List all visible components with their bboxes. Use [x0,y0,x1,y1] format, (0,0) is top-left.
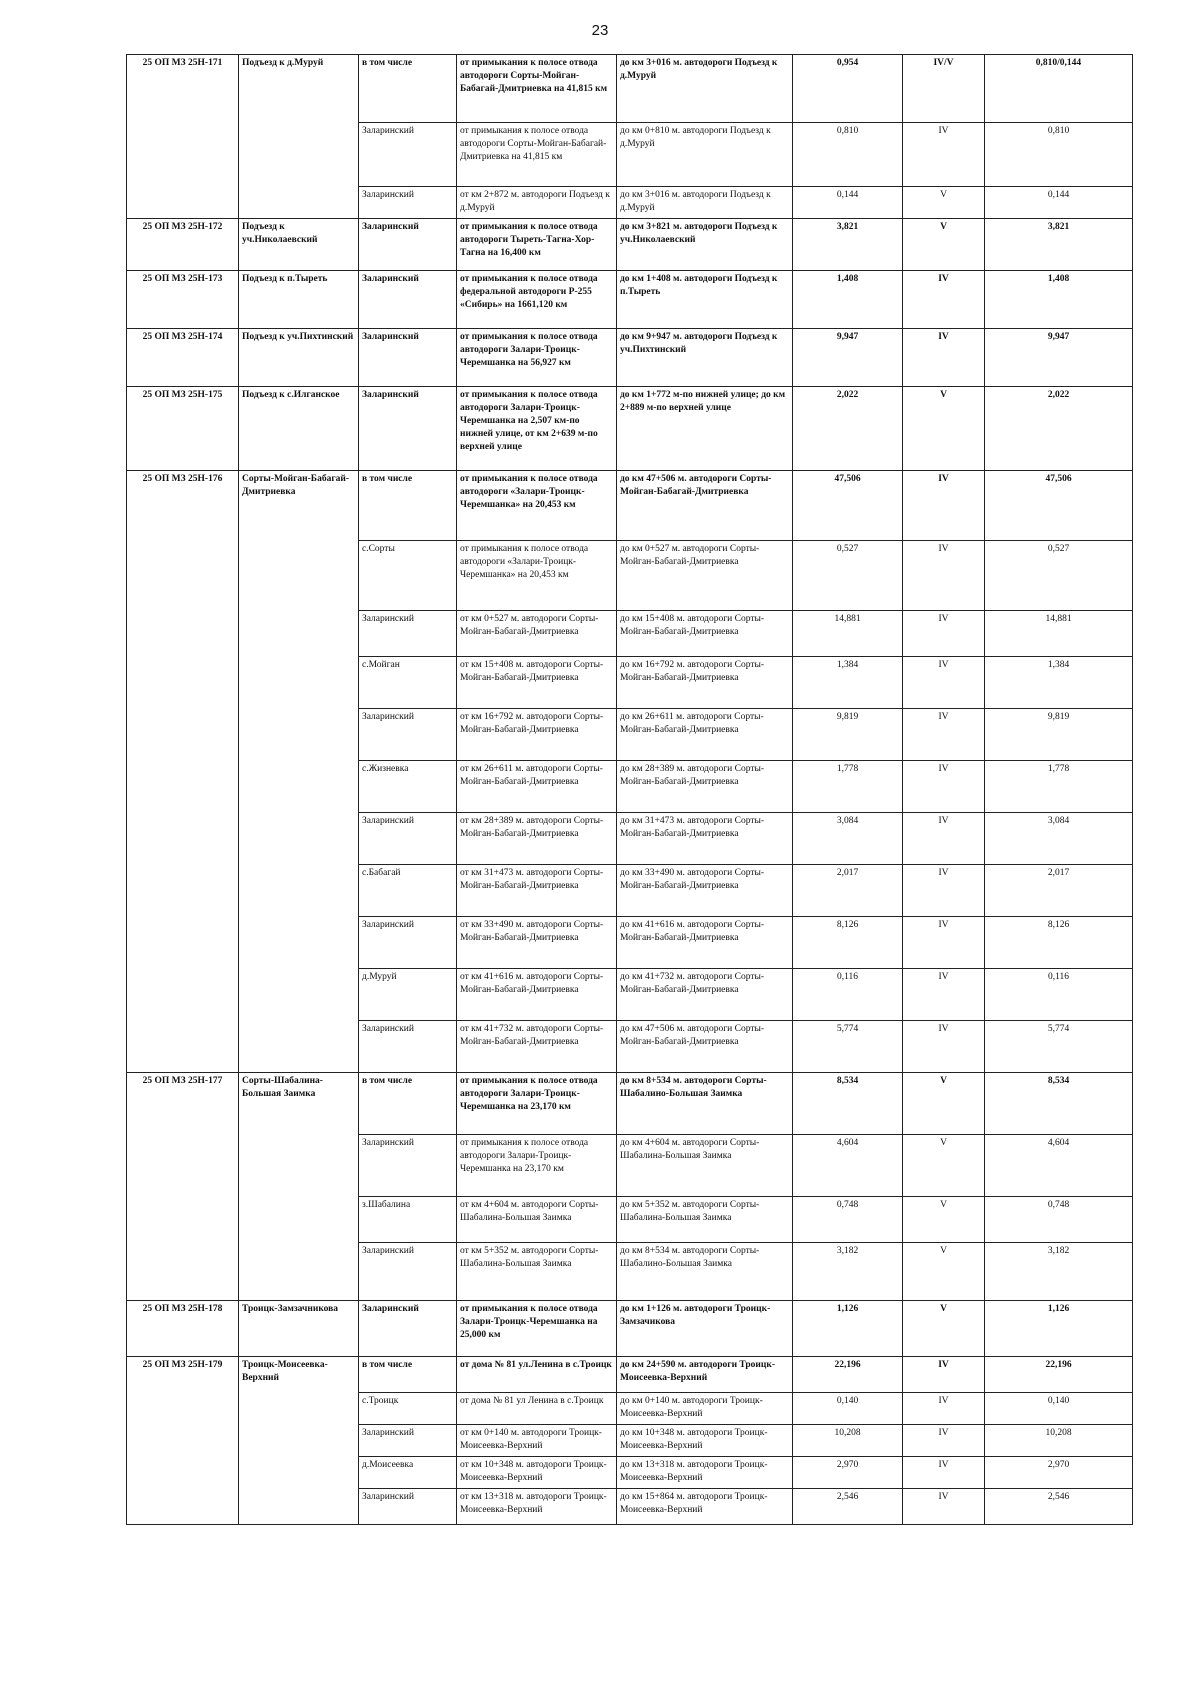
segment-district: Заларинский [359,271,457,329]
segment-category: IV [903,1021,985,1073]
segment-from: от дома № 81 ул.Ленина в с.Троицк [457,1357,617,1393]
segment-category: IV [903,1425,985,1457]
segment-district: Заларинский [359,611,457,657]
segment-from: от примыкания к полосе отвода автодороги «Залари-Троицк-Черемшанка» на 20,453 км [457,541,617,611]
segment-category: IV [903,541,985,611]
segment-from: от примыкания к полосе отвода Залари-Троицк-Черемшанка на 25,000 км [457,1301,617,1357]
segment-category: IV [903,271,985,329]
segment-to: до км 15+408 м. автодороги Сорты-Мойган-Бабагай-Дмитриевка [617,611,793,657]
segment-to: до км 13+318 м. автодороги Троицк-Моисеевка-Верхний [617,1457,793,1489]
road-code: 25 ОП МЗ 25Н-175 [127,387,239,471]
segment-category-length: 2,546 [985,1489,1133,1525]
segment-length: 3,821 [793,219,903,271]
table-row [127,1357,1133,1393]
segment-district: Заларинский [359,1301,457,1357]
segment-length: 2,022 [793,387,903,471]
segment-category: V [903,187,985,219]
segment-from: от примыкания к полосе отвода автодороги Залари-Троицк-Черемшанка на 23,170 км [457,1135,617,1197]
segment-to: до км 0+810 м. автодороги Подъезд к д.Муруй [617,123,793,187]
segment-from: от км 0+527 м. автодороги Сорты-Мойган-Бабагай-Дмитриевка [457,611,617,657]
segment-from: от км 4+604 м. автодороги Сорты-Шабалина-Большая Заимка [457,1197,617,1243]
segment-length: 0,810 [793,123,903,187]
segment-category-length: 0,748 [985,1197,1133,1243]
segment-length: 8,534 [793,1073,903,1135]
segment-district: д.Муруй [359,969,457,1021]
segment-from: от примыкания к полосе отвода автодороги «Залари-Троицк-Черемшанка» на 20,453 км [457,471,617,541]
road-code: 25 ОП МЗ 25Н-177 [127,1073,239,1301]
segment-category-length: 4,604 [985,1135,1133,1197]
segment-district: Заларинский [359,1135,457,1197]
segment-category: IV [903,1393,985,1425]
segment-to: до км 15+864 м. автодороги Троицк-Моисеевка-Верхний [617,1489,793,1525]
segment-category-length: 22,196 [985,1357,1133,1393]
road-code: 25 ОП МЗ 25Н-173 [127,271,239,329]
segment-category: IV [903,813,985,865]
segment-length: 0,748 [793,1197,903,1243]
segment-to: до км 31+473 м. автодороги Сорты-Мойган-Бабагай-Дмитриевка [617,813,793,865]
segment-to: до км 16+792 м. автодороги Сорты-Мойган-Бабагай-Дмитриевка [617,657,793,709]
segment-from: от км 2+872 м. автодороги Подъезд к д.Муруй [457,187,617,219]
segment-district: с.Троицк [359,1393,457,1425]
segment-category-length: 5,774 [985,1021,1133,1073]
road-table [126,54,1133,1525]
segment-to: до км 0+140 м. автодороги Троицк-Моисеевка-Верхний [617,1393,793,1425]
segment-district: Заларинский [359,219,457,271]
segment-category-length: 14,881 [985,611,1133,657]
road-name: Подъезд к с.Илганское [239,387,359,471]
table-row [127,387,1133,471]
segment-district: Заларинский [359,123,457,187]
segment-length: 2,546 [793,1489,903,1525]
segment-district: в том числе [359,1073,457,1135]
segment-category-length: 0,810/0,144 [985,55,1133,123]
segment-category-length: 1,778 [985,761,1133,813]
road-name: Подъезд к уч.Николаевский [239,219,359,271]
segment-category: IV [903,865,985,917]
segment-from: от км 10+348 м. автодороги Троицк-Моисеевка-Верхний [457,1457,617,1489]
road-code: 25 ОП МЗ 25Н-171 [127,55,239,219]
segment-from: от км 41+732 м. автодороги Сорты-Мойган-Бабагай-Дмитриевка [457,1021,617,1073]
segment-from: от км 13+318 м. автодороги Троицк-Моисеевка-Верхний [457,1489,617,1525]
segment-district: з.Шабалина [359,1197,457,1243]
segment-to: до км 24+590 м. автодороги Троицк-Моисеевка-Верхний [617,1357,793,1393]
table-row [127,219,1133,271]
segment-length: 3,182 [793,1243,903,1301]
segment-length: 1,384 [793,657,903,709]
segment-to: до км 8+534 м. автодороги Сорты-Шабалино-Большая Заимка [617,1073,793,1135]
segment-district: с.Жизневка [359,761,457,813]
table-row [127,329,1133,387]
road-name: Троицк-Моисеевка-Верхний [239,1357,359,1525]
segment-from: от км 28+389 м. автодороги Сорты-Мойган-Бабагай-Дмитриевка [457,813,617,865]
segment-district: Заларинский [359,1021,457,1073]
segment-to: до км 41+616 м. автодороги Сорты-Мойган-Бабагай-Дмитриевка [617,917,793,969]
segment-category: V [903,1301,985,1357]
segment-district: Заларинский [359,917,457,969]
segment-category: IV [903,1357,985,1393]
segment-category: IV [903,917,985,969]
segment-from: от км 31+473 м. автодороги Сорты-Мойган-Бабагай-Дмитриевка [457,865,617,917]
segment-district: Заларинский [359,1425,457,1457]
segment-category: V [903,1197,985,1243]
segment-to: до км 28+389 м. автодороги Сорты-Мойган-Бабагай-Дмитриевка [617,761,793,813]
segment-to: до км 1+126 м. автодороги Троицк-Замзачикова [617,1301,793,1357]
segment-to: до км 9+947 м. автодороги Подъезд к уч.Пихтинский [617,329,793,387]
segment-length: 4,604 [793,1135,903,1197]
road-code: 25 ОП МЗ 25Н-172 [127,219,239,271]
segment-to: до км 47+506 м. автодороги Сорты-Мойган-Бабагай-Дмитриевка [617,1021,793,1073]
segment-category: IV/V [903,55,985,123]
segment-length: 9,947 [793,329,903,387]
segment-to: до км 33+490 м. автодороги Сорты-Мойган-Бабагай-Дмитриевка [617,865,793,917]
segment-from: от примыкания к полосе отвода автодороги Тыреть-Тагна-Хор-Тагна на 16,400 км [457,219,617,271]
segment-category-length: 10,208 [985,1425,1133,1457]
segment-category-length: 2,970 [985,1457,1133,1489]
segment-category: IV [903,123,985,187]
segment-district: Заларинский [359,709,457,761]
segment-district: Заларинский [359,1243,457,1301]
segment-category: V [903,387,985,471]
segment-category: IV [903,1489,985,1525]
segment-category-length: 3,084 [985,813,1133,865]
segment-district: Заларинский [359,813,457,865]
segment-length: 0,116 [793,969,903,1021]
segment-from: от км 5+352 м. автодороги Сорты-Шабалина-Большая Заимка [457,1243,617,1301]
road-code: 25 ОП МЗ 25Н-179 [127,1357,239,1525]
road-name: Подъезд к д.Муруй [239,55,359,219]
segment-category-length: 1,384 [985,657,1133,709]
segment-length: 8,126 [793,917,903,969]
segment-category-length: 0,527 [985,541,1133,611]
table-row [127,471,1133,541]
segment-from: от примыкания к полосе отвода автодороги Залари-Троицк-Черемшанка на 2,507 км-по нижней улице, от км 2+639 м-по верхней улице [457,387,617,471]
segment-category-length: 3,182 [985,1243,1133,1301]
segment-district: Заларинский [359,387,457,471]
segment-from: от примыкания к полосе отвода автодороги Сорты-Мойган-Бабагай-Дмитриевка на 41,815 км [457,55,617,123]
segment-from: от примыкания к полосе отвода автодороги Залари-Троицк-Черемшанка на 56,927 км [457,329,617,387]
road-code: 25 ОП МЗ 25Н-176 [127,471,239,1073]
segment-length: 14,881 [793,611,903,657]
segment-length: 2,017 [793,865,903,917]
segment-category: IV [903,709,985,761]
segment-from: от примыкания к полосе отвода автодороги Сорты-Мойган-Бабагай-Дмитриевка на 41,815 км [457,123,617,187]
segment-from: от км 33+490 м. автодороги Сорты-Мойган-Бабагай-Дмитриевка [457,917,617,969]
segment-to: до км 10+348 м. автодороги Троицк-Моисеевка-Верхний [617,1425,793,1457]
segment-category-length: 2,022 [985,387,1133,471]
segment-length: 9,819 [793,709,903,761]
segment-length: 1,408 [793,271,903,329]
road-code: 25 ОП МЗ 25Н-174 [127,329,239,387]
segment-category-length: 0,140 [985,1393,1133,1425]
segment-category-length: 1,126 [985,1301,1133,1357]
segment-district: в том числе [359,55,457,123]
segment-category: IV [903,471,985,541]
segment-to: до км 47+506 м. автодороги Сорты-Мойган-Бабагай-Дмитриевка [617,471,793,541]
segment-length: 1,126 [793,1301,903,1357]
segment-category: V [903,1073,985,1135]
segment-to: до км 0+527 м. автодороги Сорты-Мойган-Бабагай-Дмитриевка [617,541,793,611]
road-name: Подъезд к п.Тыреть [239,271,359,329]
segment-category-length: 0,144 [985,187,1133,219]
segment-district: д.Моисеевка [359,1457,457,1489]
segment-district: с.Мойган [359,657,457,709]
segment-category: V [903,1243,985,1301]
segment-length: 10,208 [793,1425,903,1457]
segment-district: с.Сорты [359,541,457,611]
segment-category-length: 1,408 [985,271,1133,329]
segment-length: 2,970 [793,1457,903,1489]
segment-to: до км 26+611 м. автодороги Сорты-Мойган-Бабагай-Дмитриевка [617,709,793,761]
segment-category-length: 47,506 [985,471,1133,541]
segment-category-length: 9,947 [985,329,1133,387]
segment-length: 5,774 [793,1021,903,1073]
segment-length: 0,144 [793,187,903,219]
segment-category: V [903,219,985,271]
segment-category-length: 8,126 [985,917,1133,969]
segment-to: до км 1+772 м-по нижней улице; до км 2+889 м-по верхней улице [617,387,793,471]
segment-to: до км 41+732 м. автодороги Сорты-Мойган-Бабагай-Дмитриевка [617,969,793,1021]
segment-length: 0,527 [793,541,903,611]
segment-length: 0,954 [793,55,903,123]
segment-length: 1,778 [793,761,903,813]
segment-from: от км 41+616 м. автодороги Сорты-Мойган-Бабагай-Дмитриевка [457,969,617,1021]
road-code: 25 ОП МЗ 25Н-178 [127,1301,239,1357]
segment-district: Заларинский [359,187,457,219]
segment-category: IV [903,761,985,813]
segment-category-length: 0,810 [985,123,1133,187]
segment-category: IV [903,969,985,1021]
table-row [127,55,1133,123]
segment-to: до км 8+534 м. автодороги Сорты-Шабалино-Большая Заимка [617,1243,793,1301]
segment-district: в том числе [359,1357,457,1393]
road-name: Троицк-Замзачникова [239,1301,359,1357]
road-name: Подъезд к уч.Пихтинский [239,329,359,387]
segment-from: от км 0+140 м. автодороги Троицк-Моисеевка-Верхний [457,1425,617,1457]
segment-length: 47,506 [793,471,903,541]
table-row [127,1073,1133,1135]
segment-to: до км 3+016 м. автодороги Подъезд к д.Муруй [617,55,793,123]
page-number: 23 [591,22,609,39]
segment-to: до км 5+352 м. автодороги Сорты-Шабалина-Большая Заимка [617,1197,793,1243]
segment-from: от примыкания к полосе отвода федеральной автодороги Р-255 «Сибирь» на 1661,120 км [457,271,617,329]
segment-from: от дома № 81 ул Ленина в с.Троицк [457,1393,617,1425]
segment-length: 22,196 [793,1357,903,1393]
segment-to: до км 4+604 м. автодороги Сорты-Шабалина-Большая Заимка [617,1135,793,1197]
table-row [127,1301,1133,1357]
segment-district: в том числе [359,471,457,541]
segment-category-length: 3,821 [985,219,1133,271]
segment-from: от примыкания к полосе отвода автодороги Залари-Троицк-Черемшанка на 23,170 км [457,1073,617,1135]
segment-length: 3,084 [793,813,903,865]
segment-district: Заларинский [359,1489,457,1525]
segment-district: с.Бабагай [359,865,457,917]
segment-category: IV [903,611,985,657]
segment-category-length: 2,017 [985,865,1133,917]
segment-from: от км 16+792 м. автодороги Сорты-Мойган-Бабагай-Дмитриевка [457,709,617,761]
segment-to: до км 3+821 м. автодороги Подъезд к уч.Николаевский [617,219,793,271]
segment-category-length: 9,819 [985,709,1133,761]
segment-to: до км 1+408 м. автодороги Подъезд к п.Тыреть [617,271,793,329]
segment-category: IV [903,1457,985,1489]
segment-category: IV [903,329,985,387]
segment-to: до км 3+016 м. автодороги Подъезд к д.Муруй [617,187,793,219]
segment-from: от км 26+611 м. автодороги Сорты-Мойган-Бабагай-Дмитриевка [457,761,617,813]
segment-category: IV [903,657,985,709]
segment-length: 0,140 [793,1393,903,1425]
segment-district: Заларинский [359,329,457,387]
road-name: Сорты-Мойган-Бабагай-Дмитриевка [239,471,359,1073]
table-row [127,271,1133,329]
segment-from: от км 15+408 м. автодороги Сорты-Мойган-Бабагай-Дмитриевка [457,657,617,709]
road-name: Сорты-Шабалина-Большая Заимка [239,1073,359,1301]
segment-category-length: 8,534 [985,1073,1133,1135]
segment-category: V [903,1135,985,1197]
segment-category-length: 0,116 [985,969,1133,1021]
